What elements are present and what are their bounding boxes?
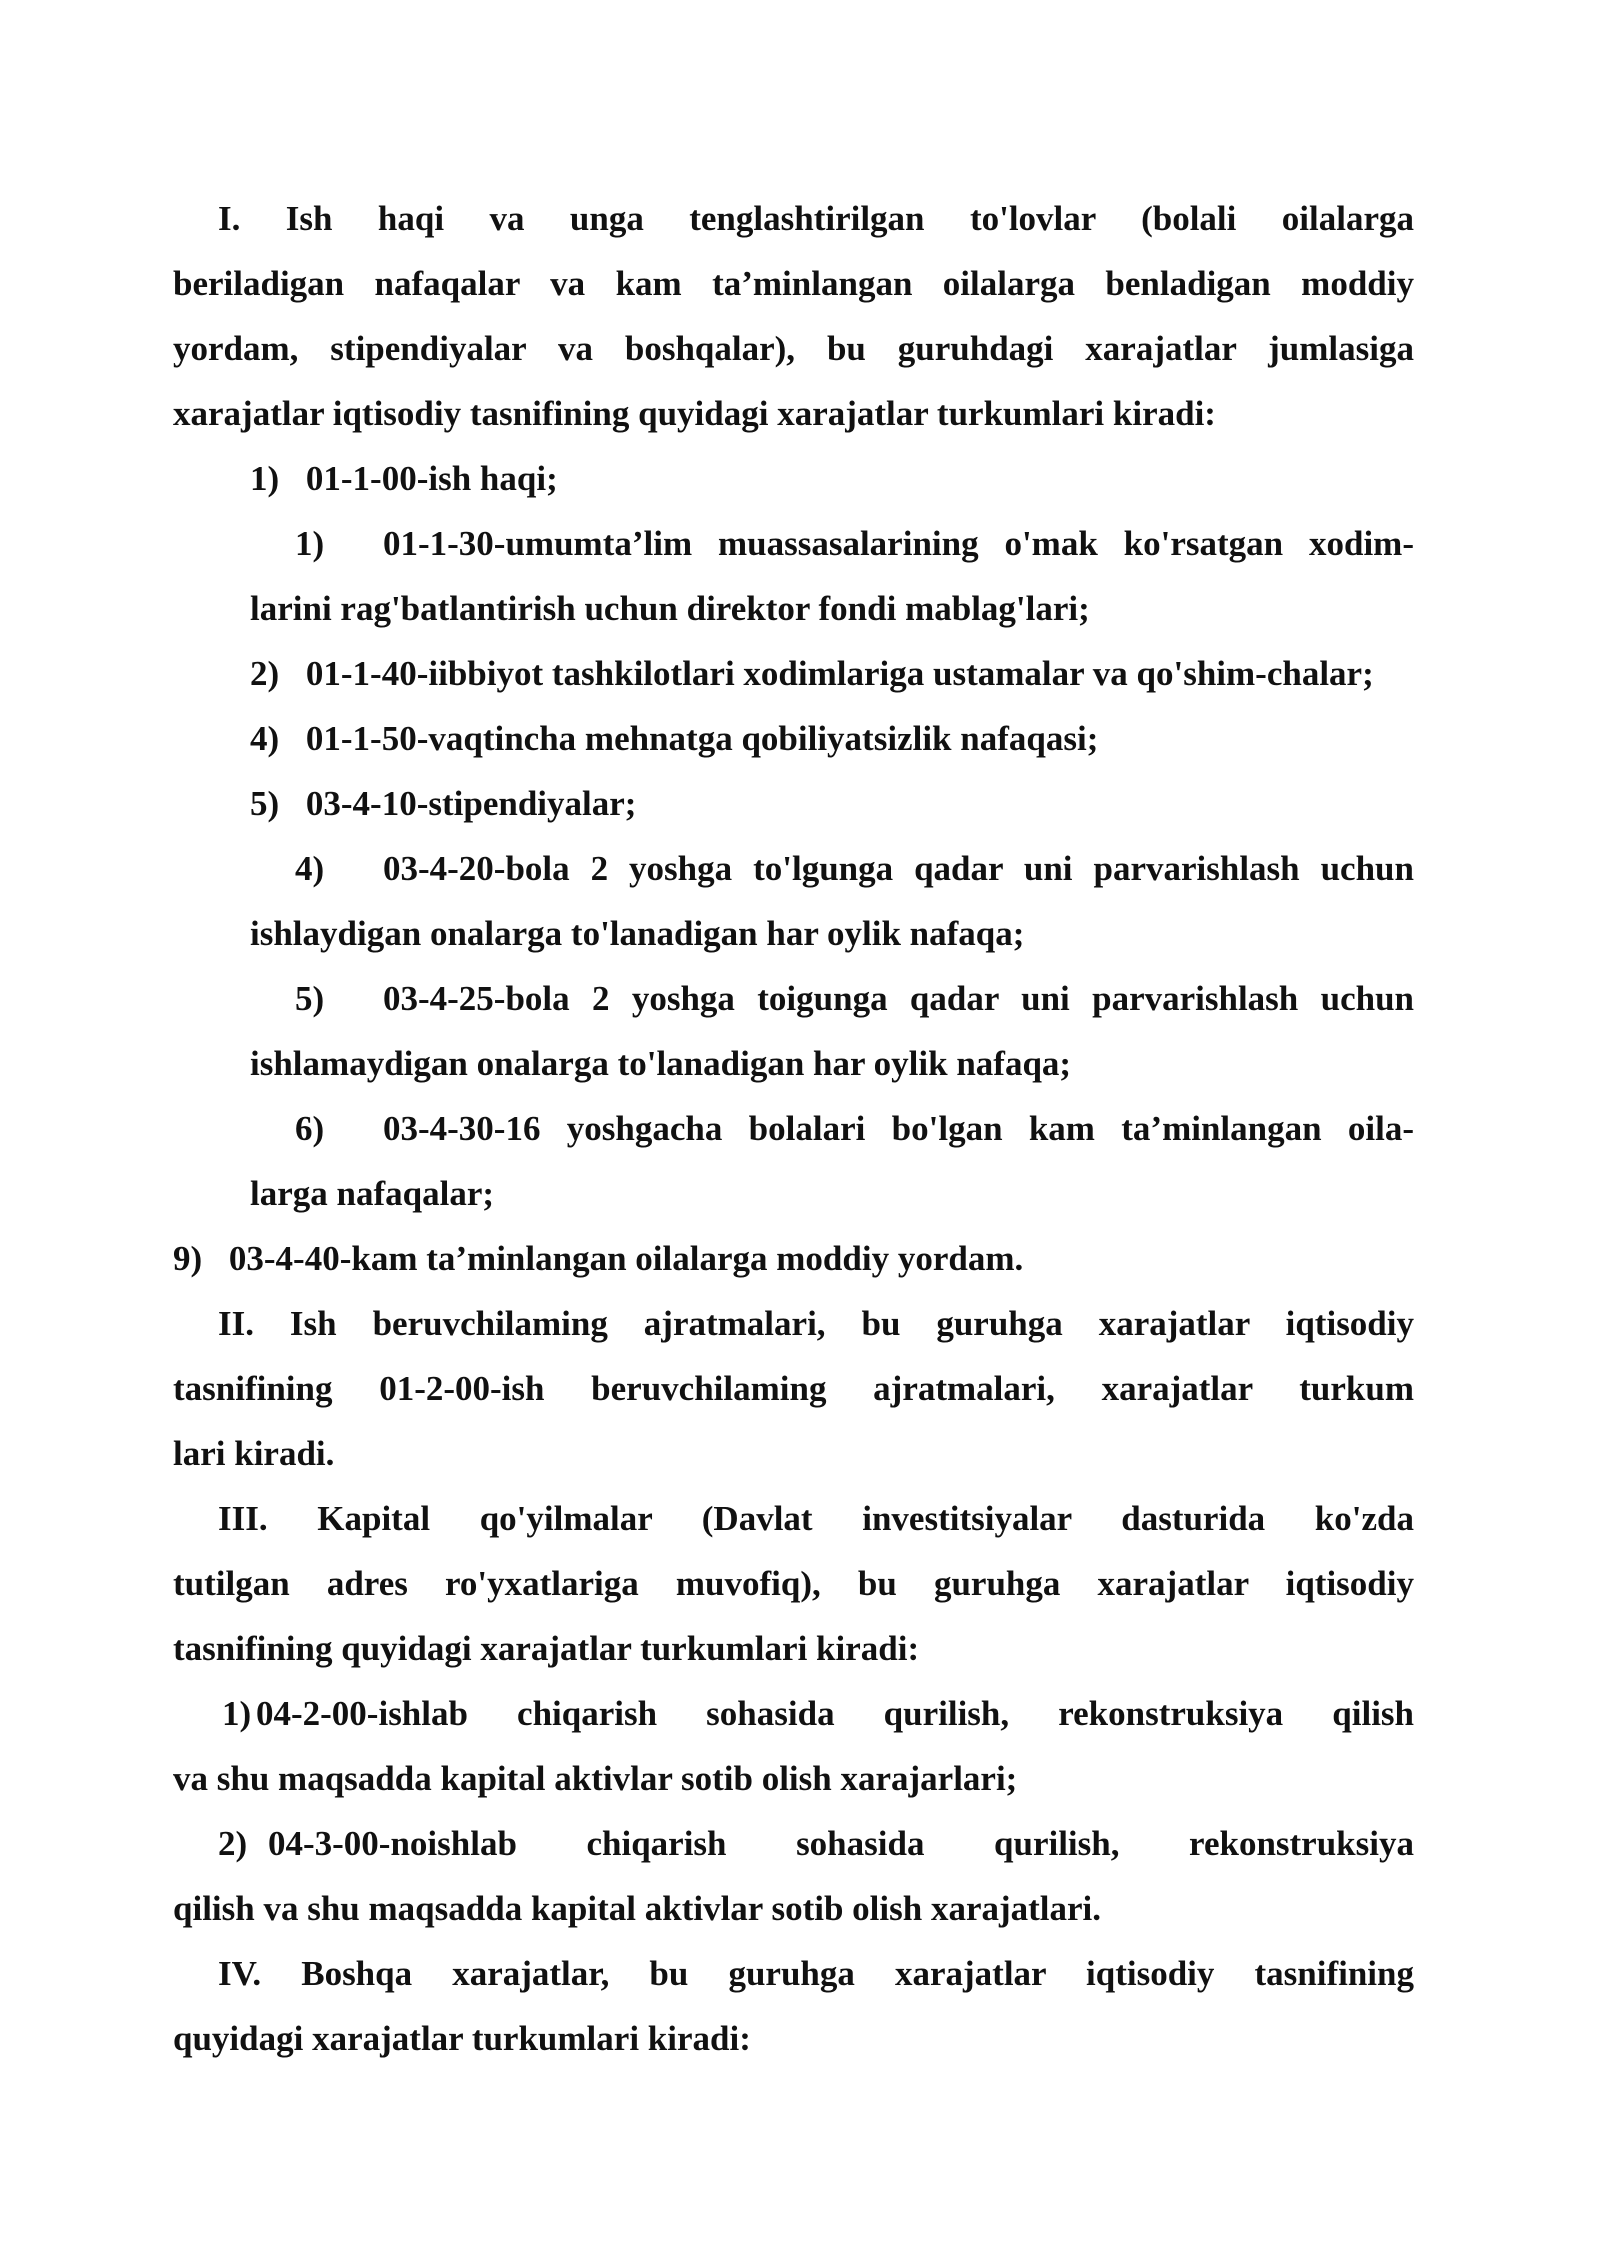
section-1-heading-line-2: beriladigan nafaqalar va kam ta’minlangan oilalarga benladigan moddiy xyxy=(173,264,1414,303)
section-2-heading-line-3: lari kiradi. xyxy=(173,1434,335,1473)
list-item xyxy=(250,771,636,837)
section-4-heading-line-1: IV. Boshqa xarajatlar, bu guruhga xarajatlar iqtisodiy tasnifining xyxy=(218,1954,1414,1993)
list-item-number: 2) xyxy=(218,1824,248,1863)
list-item xyxy=(250,641,1374,707)
list-item-text: larini rag'batlantirish uchun direktor fondi mablag'lari; xyxy=(250,589,1090,628)
list-item-text: 01-1-40-iibbiyot tashkilotlari xodimlariga ustamalar va qo'shim-chalar; xyxy=(305,654,1374,693)
list-item-text: 01-1-50-vaqtincha mehnatga qobiliyatsizlik nafaqasi; xyxy=(305,719,1099,758)
list-item-number: 4) xyxy=(295,849,325,888)
list-item-text: 04-2-00-ishlab chiqarish sohasida qurilish, rekonstruksiya qilish xyxy=(256,1694,1414,1733)
list-item-text: ishlaydigan onalarga to'lanadigan har oylik nafaqa; xyxy=(250,914,1025,953)
list-item-text: 03-4-25-bola 2 yoshga toigunga qadar uni parvarishlash uchun xyxy=(383,979,1414,1018)
list-item xyxy=(250,446,558,512)
section-3-heading-line-1: III. Kapital qo'yilmalar (Davlat investitsiyalar dasturida ko'zda xyxy=(218,1499,1414,1538)
list-item-number: 6) xyxy=(295,1109,325,1148)
list-item-number: 1) xyxy=(222,1694,252,1733)
section-1-heading-line-3: yordam, stipendiyalar va boshqalar), bu guruhdagi xarajatlar jumlasiga xyxy=(173,329,1414,368)
list-item-number: 5) xyxy=(295,979,325,1018)
list-item-text: larga nafaqalar; xyxy=(250,1174,495,1213)
section-4-heading-line-2: quyidagi xarajatlar turkumlari kiradi: xyxy=(173,2019,751,2058)
section-1-heading-line-1: I. Ish haqi va unga tenglashtirilgan to'lovlar (bolali oilalarga xyxy=(218,199,1414,238)
list-item-text: 04-3-00-noishlab chiqarish sohasida qurilish, rekonstruksiya xyxy=(268,1824,1414,1863)
list-item-text: 01-1-30-umumta’lim muassasalarining o'mak ko'rsatgan xodim- xyxy=(383,524,1414,563)
list-item-text: qilish va shu maqsadda kapital aktivlar sotib olish xarajatlari. xyxy=(173,1889,1102,1928)
list-item-text: 03-4-40-kam ta’minlangan oilalarga moddiy yordam. xyxy=(228,1239,1024,1278)
list-item-text: va shu maqsadda kapital aktivlar sotib olish xarajarlari; xyxy=(173,1759,1018,1798)
list-item-text: 03-4-10-stipendiyalar; xyxy=(305,784,637,823)
section-3-heading-line-2: tutilgan adres ro'yxatlariga muvofiq), bu guruhga xarajatlar iqtisodiy xyxy=(173,1564,1414,1603)
list-item-number: 4) xyxy=(250,719,280,758)
list-item xyxy=(250,706,1098,772)
list-item-number: 5) xyxy=(250,784,280,823)
list-item-number: 9) xyxy=(173,1239,203,1278)
section-1-heading-line-4: xarajatlar iqtisodiy tasnifining quyidagi xarajatlar turkumlari kiradi: xyxy=(173,394,1216,433)
list-item-text: 03-4-30-16 yoshgacha bolalari bo'lgan kam ta’minlangan oila- xyxy=(383,1109,1414,1148)
list-item-number: 1) xyxy=(250,459,280,498)
section-3-heading-line-3: tasnifining quyidagi xarajatlar turkumlari kiradi: xyxy=(173,1629,920,1668)
list-item-text: 01-1-00-ish haqi; xyxy=(305,459,558,498)
list-item-text: ishlamaydigan onalarga to'lanadigan har oylik nafaqa; xyxy=(250,1044,1072,1083)
section-2-heading-line-1: II. Ish beruvchilaming ajratmalari, bu guruhga xarajatlar iqtisodiy xyxy=(218,1304,1414,1343)
list-item-number: 2) xyxy=(250,654,280,693)
list-item xyxy=(173,1226,1023,1292)
list-item-text: 03-4-20-bola 2 yoshga to'lgunga qadar uni parvarishlash uchun xyxy=(383,849,1414,888)
section-2-heading-line-2: tasnifining 01-2-00-ish beruvchilaming ajratmalari, xarajatlar turkum xyxy=(173,1369,1414,1408)
list-item-number: 1) xyxy=(295,524,325,563)
